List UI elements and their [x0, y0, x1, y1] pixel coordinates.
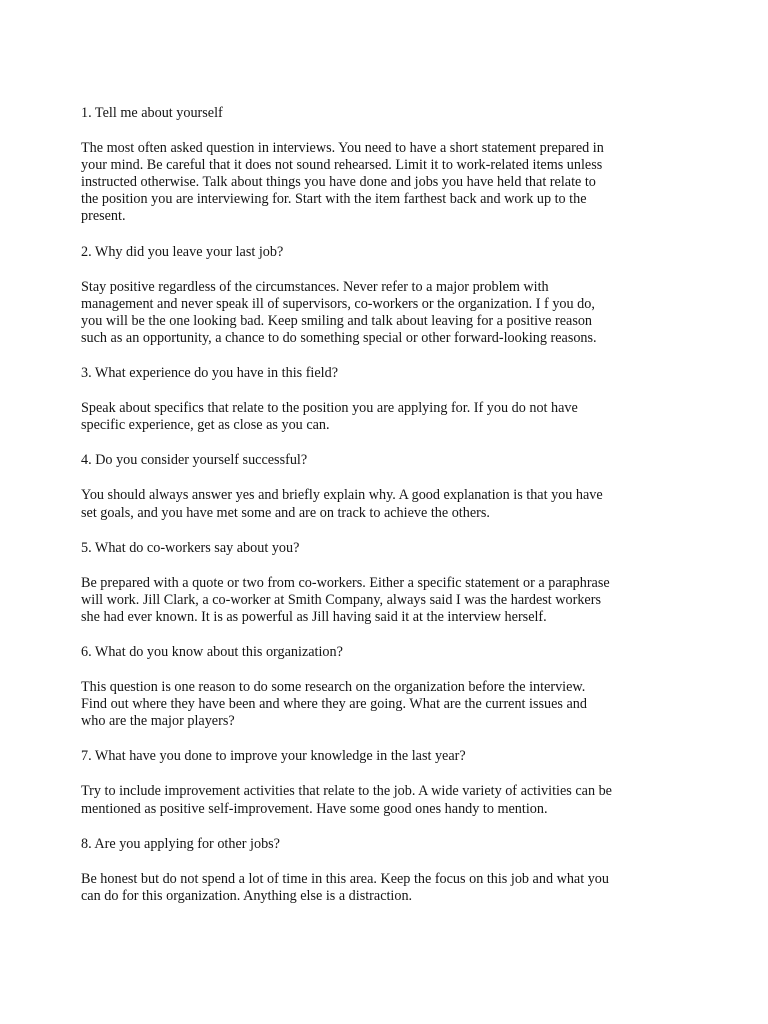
answer-line: can do for this organization. Anything else is a distraction.	[81, 887, 413, 904]
answer-line: Find out where they have been and where they are going. What are the current issues and	[81, 696, 587, 713]
answer-line: such as an opportunity, a chance to do something special or other forward-looking reasons.	[81, 329, 597, 346]
answer-line: present.	[81, 208, 126, 225]
answer-line: This question is one reason to do some research on the organization before the interview.	[81, 679, 586, 696]
answer-line: who are the major players?	[81, 713, 235, 730]
question-heading: 2. Why did you leave your last job?	[81, 243, 284, 260]
answer-paragraph	[81, 575, 691, 626]
answer-line: set goals, and you have met some and are on track to achieve the others.	[81, 504, 490, 521]
answer-line: The most often asked question in interviews. You need to have a short statement prepared in	[81, 140, 604, 157]
answer-paragraph	[81, 279, 691, 347]
answer-paragraph	[81, 140, 691, 225]
answer-line: You should always answer yes and briefly explain why. A good explanation is that you have	[81, 487, 603, 504]
answer-line: instructed otherwise. Talk about things you have done and jobs you have held that relate to	[81, 174, 596, 191]
question-heading: 6. What do you know about this organization?	[81, 643, 343, 660]
question-heading: 8. Are you applying for other jobs?	[81, 835, 280, 852]
answer-line: Be honest but do not spend a lot of time in this area. Keep the focus on this job and what you	[81, 870, 609, 887]
answer-line: will work. Jill Clark, a co-worker at Smith Company, always said I was the hardest workers	[81, 591, 601, 608]
answer-line: your mind. Be careful that it does not sound rehearsed. Limit it to work-related items unless	[81, 157, 603, 174]
answer-line: specific experience, get as close as you can.	[81, 417, 330, 434]
answer-line: you will be the one looking bad. Keep smiling and talk about leaving for a positive reason	[81, 312, 593, 329]
answer-line: management and never speak ill of supervisors, co-workers or the organization. I f you do,	[81, 295, 595, 312]
answer-paragraph	[81, 487, 691, 521]
document-body	[81, 105, 691, 905]
answer-line: the position you are interviewing for. Start with the item farthest back and work up to the	[81, 191, 587, 208]
answer-line: Try to include improvement activities that relate to the job. A wide variety of activities can be	[81, 783, 612, 800]
answer-paragraph	[81, 400, 691, 434]
question-heading: 5. What do co-workers say about you?	[81, 539, 300, 556]
question-heading: 3. What experience do you have in this field?	[81, 365, 338, 382]
answer-line: Speak about specifics that relate to the position you are applying for. If you do not have	[81, 400, 578, 417]
question-heading: 7. What have you done to improve your knowledge in the last year?	[81, 748, 466, 765]
answer-line: Stay positive regardless of the circumstances. Never refer to a major problem with	[81, 278, 549, 295]
answer-paragraph	[81, 783, 691, 817]
question-heading: 1. Tell me about yourself	[81, 105, 223, 121]
answer-line: she had ever known. It is as powerful as Jill having said it at the interview herself.	[81, 608, 547, 625]
answer-paragraph	[81, 679, 691, 730]
answer-line: mentioned as positive self-improvement. Have some good ones handy to mention.	[81, 800, 548, 817]
answer-line: Be prepared with a quote or two from co-workers. Either a specific statement or a paraphrase	[81, 574, 610, 591]
question-heading: 4. Do you consider yourself successful?	[81, 452, 308, 469]
answer-paragraph	[81, 871, 691, 905]
